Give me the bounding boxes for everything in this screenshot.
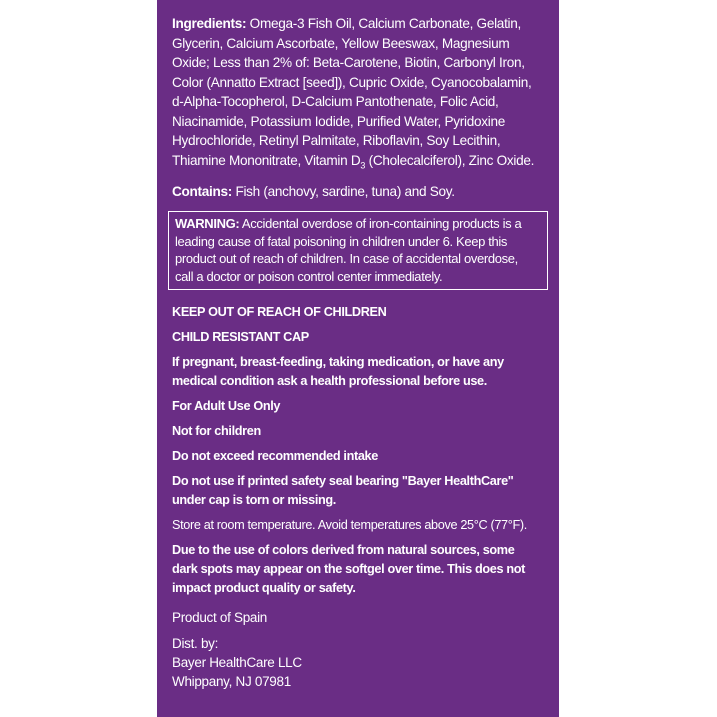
contains-text: Fish (anchovy, sardine, tuna) and Soy. [231,183,455,199]
ingredients-heading: Ingredients: [172,16,247,31]
supplement-label-panel [157,0,559,717]
keep-out-of-reach-statement: KEEP OUT OF REACH OF CHILDREN [172,305,387,320]
contains-heading: Contains: [172,183,232,199]
ingredients-tail: (Cholecalciferol), Zinc Oxide. [365,152,535,168]
not-for-children-statement: Not for children [172,424,261,439]
contains-paragraph [172,182,543,202]
vitamin-d-subscript: 3 [360,160,366,171]
storage-statement: Store at room temperature. Avoid temperatures above 25°C (77°F). [172,518,527,533]
ingredients-list: Omega-3 Fish Oil, Calcium Carbonate, Gelatin, Glycerin, Calcium Ascorbate, Yellow Beeswax, Magnesium Oxide; Less than 2% of: Beta-Carotene, Biotin, Carbonyl Iron, Color (Annatto Extract [seed]), Cupric Oxide, Cyanocobalamin, d-Alpha-Tocopherol, D-Calcium Pantothenate, Folic Acid, Niacinamide, Potassium Iodide, Purified Water, Pyridoxine Hydrochloride, Retinyl Palmitate, Riboflavin, Soy Lecithin, Thiamine Mononitrate, Vitamin D [172,16,532,168]
child-resistant-cap-statement: CHILD RESISTANT CAP [172,330,309,345]
adult-use-statement: For Adult Use Only [172,399,281,414]
product-origin: Product of Spain [172,610,268,626]
safety-seal-statement: Do not use if printed safety seal bearing "Bayer HealthCare" under cap is torn or missing. [172,474,514,508]
distributor-name: Bayer HealthCare LLC [172,655,302,671]
warning-box [168,211,548,290]
do-not-exceed-statement: Do not exceed recommended intake [172,449,378,464]
ingredients-paragraph [172,14,543,176]
distributor-label: Dist. by: [172,636,219,652]
warning-text: Accidental overdose of iron-containing products is a leading cause of fatal poisoning in children under 6. Keep this product out of reach of children. In case of accidental overdose, call a doctor or poison control center immediately. [175,216,522,284]
distributor-address: Whippany, NJ 07981 [172,674,291,690]
warning-heading: WARNING: [175,216,240,232]
pregnancy-warning: If pregnant, breast-feeding, taking medication, or have any medical condition ask a health professional before use. [172,355,504,389]
natural-colors-statement: Due to the use of colors derived from natural sources, some dark spots may appear on the softgel over time. This does not impact product quality or safety. [172,543,526,596]
